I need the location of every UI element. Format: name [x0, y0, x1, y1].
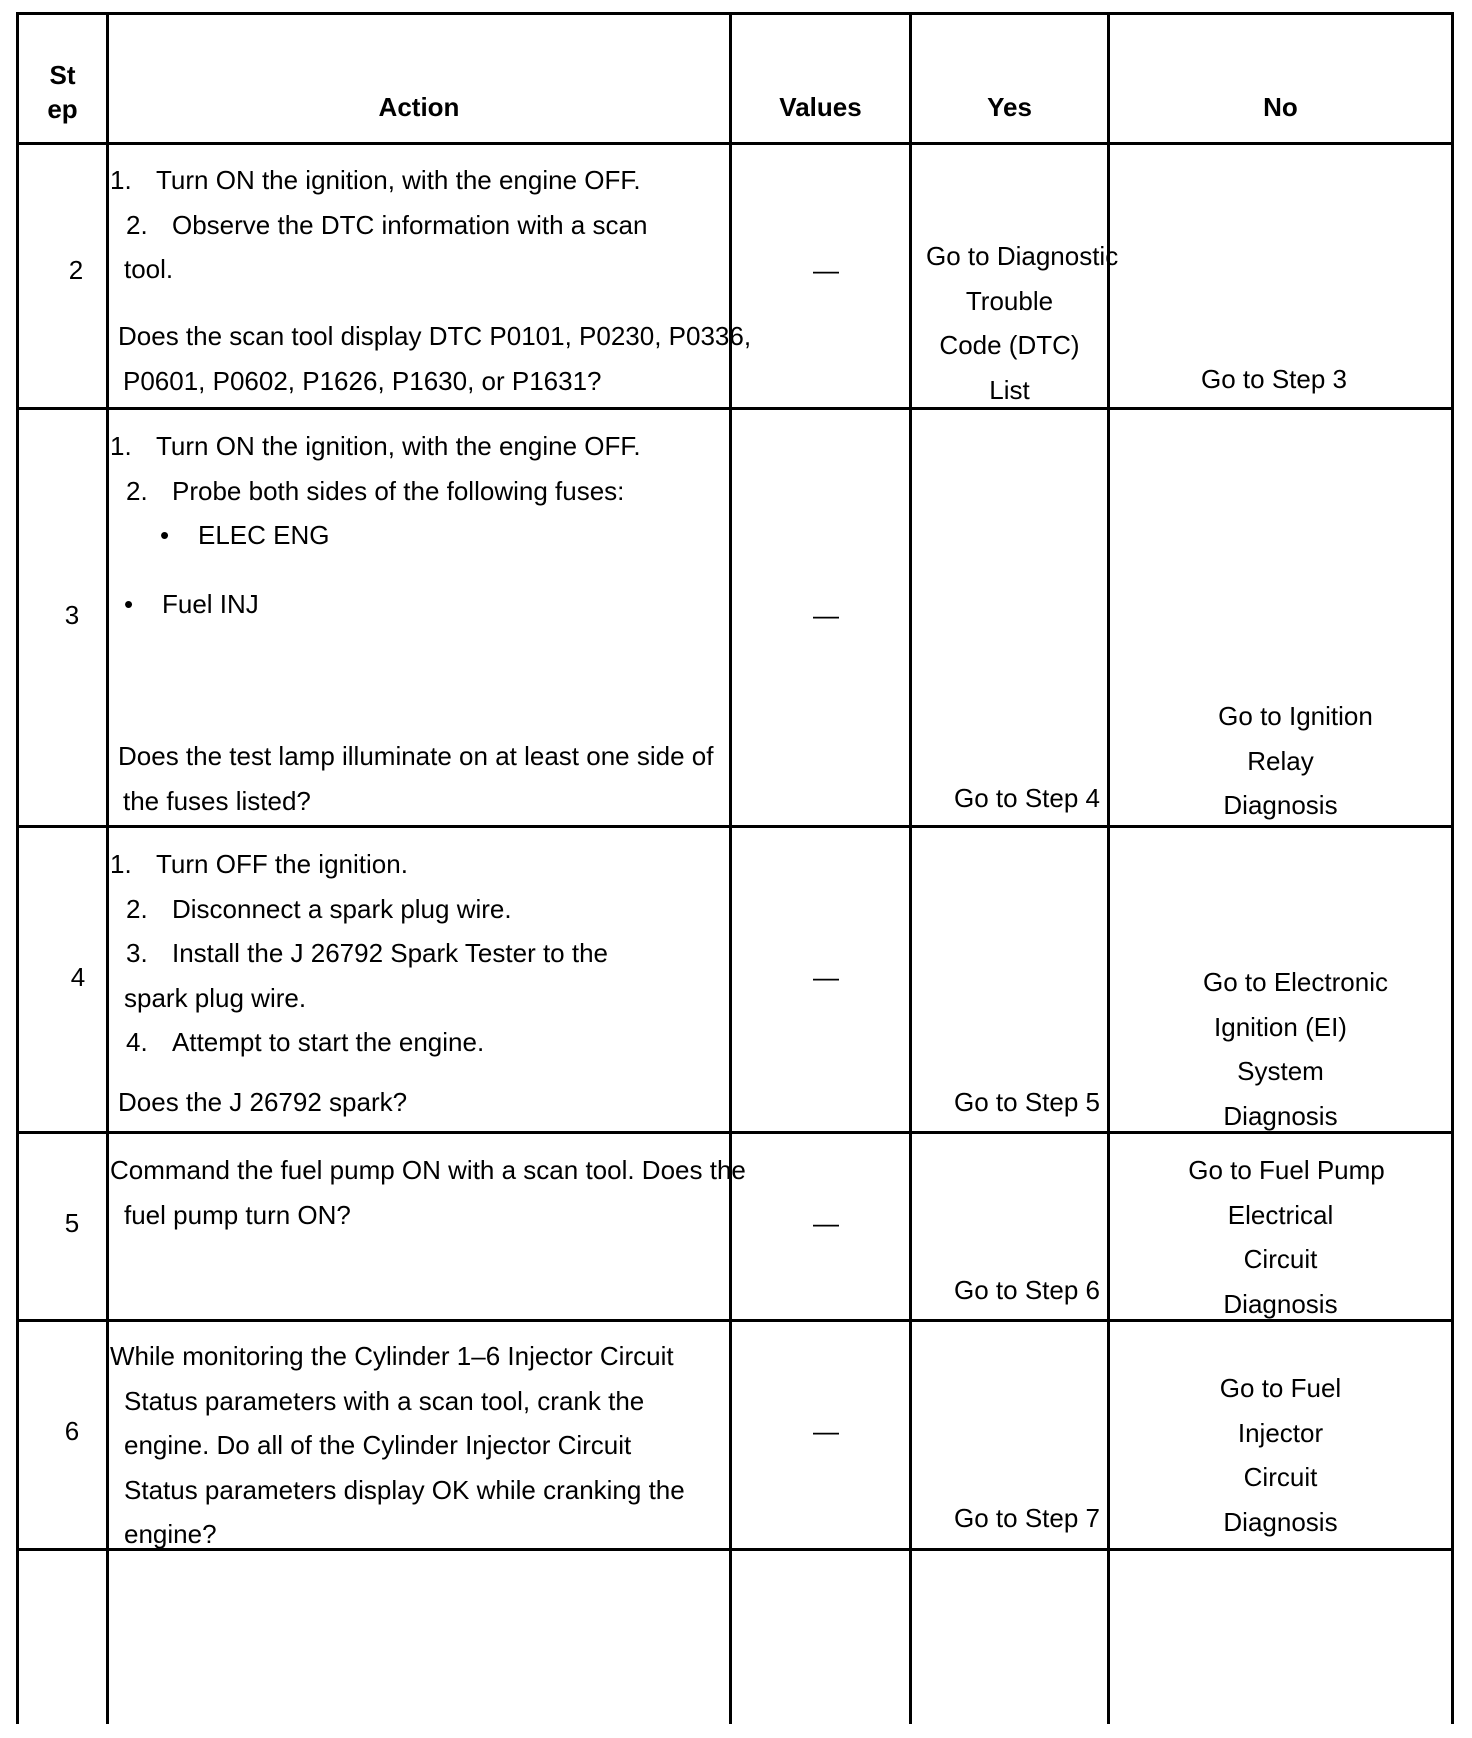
- no-cell: [1110, 357, 1470, 402]
- action-text: Observe the DTC information with a scan: [172, 209, 648, 240]
- action-text: ELEC ENG: [198, 520, 330, 550]
- value-dash: —: [813, 600, 839, 630]
- item-number: 2.: [126, 475, 148, 506]
- yes-text: Trouble: [965, 285, 1054, 316]
- action-text: Fuel INJ: [162, 589, 259, 619]
- action-text: spark plug wire.: [124, 982, 307, 1013]
- column-divider-action: [729, 12, 732, 1724]
- item-number: 2.: [126, 209, 148, 240]
- header-yes: Yes: [987, 92, 1032, 122]
- action-question: [118, 314, 751, 403]
- value-dash: —: [813, 1416, 839, 1446]
- action-text: fuel pump turn ON?: [124, 1199, 351, 1230]
- yes-text: Go to Step 4: [954, 783, 1100, 813]
- table-border-right: [1451, 12, 1454, 1724]
- item-number: 1.: [110, 849, 132, 879]
- action-text: engine?: [124, 1519, 217, 1549]
- yes-cell: [912, 234, 1119, 412]
- item-number: 1.: [110, 165, 132, 195]
- no-cell: [1110, 694, 1451, 828]
- action-text: Turn ON the ignition, with the engine OFF.: [156, 431, 641, 461]
- action-bullet: [124, 582, 259, 627]
- no-text: Injector: [1237, 1417, 1324, 1448]
- item-number: 2.: [126, 893, 148, 924]
- step-number: 2: [68, 255, 84, 285]
- action-cell: [110, 842, 608, 1065]
- question-text: Does the test lamp illuminate on at least one side of: [118, 741, 714, 771]
- action-text: Turn OFF the ignition.: [156, 849, 408, 879]
- yes-text: List: [989, 374, 1030, 405]
- no-text: Diagnosis: [1223, 1506, 1338, 1537]
- yes-text: Code (DTC): [939, 330, 1080, 360]
- value-dash: —: [813, 1208, 839, 1238]
- header-step-line1: St: [49, 60, 76, 90]
- no-text: Circuit: [1243, 1462, 1318, 1492]
- yes-text: Go to Step 7: [954, 1503, 1100, 1533]
- yes-text: Go to Step 5: [954, 1087, 1100, 1117]
- no-text: Relay: [1247, 745, 1314, 776]
- action-text: Status parameters display OK while cranking the: [124, 1474, 685, 1505]
- no-text: Ignition (EI): [1214, 1011, 1347, 1042]
- action-question: [118, 734, 713, 823]
- header-step: [19, 58, 106, 126]
- no-text: Go to Step 3: [1201, 364, 1347, 394]
- action-text: Disconnect a spark plug wire.: [172, 893, 512, 924]
- yes-cell: [912, 776, 1142, 821]
- yes-cell: [912, 1496, 1142, 1541]
- action-cell: [110, 424, 641, 558]
- step-number: 3: [64, 600, 80, 630]
- no-cell: [1110, 1366, 1451, 1544]
- yes-cell: [912, 1080, 1142, 1125]
- no-text: Diagnosis: [1223, 1288, 1338, 1319]
- action-text: Command the fuel pump ON with a scan tool. Does the: [110, 1155, 746, 1185]
- header-action: Action: [378, 92, 460, 122]
- no-text: Go to Fuel: [1219, 1373, 1342, 1403]
- action-cell: [110, 1334, 685, 1557]
- no-cell: [1110, 960, 1451, 1138]
- no-text: Electrical: [1227, 1199, 1334, 1230]
- no-text: Go to Electronic: [1203, 967, 1388, 997]
- no-text: Go to Fuel Pump: [1188, 1155, 1385, 1185]
- action-text: engine. Do all of the Cylinder Injector Circuit: [124, 1430, 632, 1460]
- no-cell: [1110, 1148, 1451, 1326]
- table-border-left: [16, 12, 19, 1724]
- no-text: Circuit: [1243, 1244, 1318, 1274]
- yes-cell: [912, 1268, 1142, 1313]
- no-text: Diagnosis: [1223, 1100, 1338, 1131]
- item-number: 4.: [126, 1027, 148, 1057]
- item-number: 1.: [110, 431, 132, 461]
- action-text: Install the J 26792 Spark Tester to the: [172, 938, 609, 968]
- item-number: 3.: [126, 938, 148, 968]
- yes-text: Go to Diagnostic: [926, 241, 1119, 271]
- action-text: Turn ON the ignition, with the engine OFF.: [156, 165, 641, 195]
- action-text: Probe both sides of the following fuses:: [172, 475, 625, 506]
- question-text: P0601, P0602, P1626, P1630, or P1631?: [123, 365, 602, 396]
- table-border-top: [16, 12, 1454, 15]
- action-text: Status parameters with a scan tool, crank the: [124, 1385, 645, 1416]
- action-cell: [110, 1148, 746, 1237]
- question-text: Does the scan tool display DTC P0101, P0230, P0336,: [118, 321, 752, 351]
- step-number: 6: [64, 1416, 80, 1446]
- no-text: System: [1237, 1056, 1324, 1086]
- step-number: 5: [64, 1208, 80, 1238]
- header-step-line2: ep: [47, 94, 78, 124]
- no-text: Go to Ignition: [1218, 701, 1373, 731]
- action-text: Attempt to start the engine.: [172, 1027, 485, 1057]
- action-question: [118, 1080, 407, 1125]
- bullet-icon: •: [160, 520, 170, 550]
- no-text: Diagnosis: [1223, 790, 1338, 820]
- step-number: 4: [70, 962, 86, 992]
- value-dash: —: [813, 255, 839, 285]
- diagnostic-table: [16, 12, 1454, 1724]
- header-bottom-line: [16, 142, 1454, 145]
- column-divider-step: [106, 12, 109, 1724]
- header-values: Values: [779, 92, 862, 122]
- row-divider-2: [16, 407, 1454, 410]
- action-cell: [110, 158, 647, 292]
- bullet-icon: •: [124, 589, 134, 619]
- value-dash: —: [813, 962, 839, 992]
- header-no: No: [1263, 92, 1298, 122]
- action-text: While monitoring the Cylinder 1–6 Injector Circuit: [110, 1341, 674, 1371]
- action-text: tool.: [124, 254, 174, 284]
- question-text: the fuses listed?: [123, 785, 311, 816]
- question-text: Does the J 26792 spark?: [118, 1087, 408, 1117]
- yes-text: Go to Step 6: [954, 1275, 1100, 1305]
